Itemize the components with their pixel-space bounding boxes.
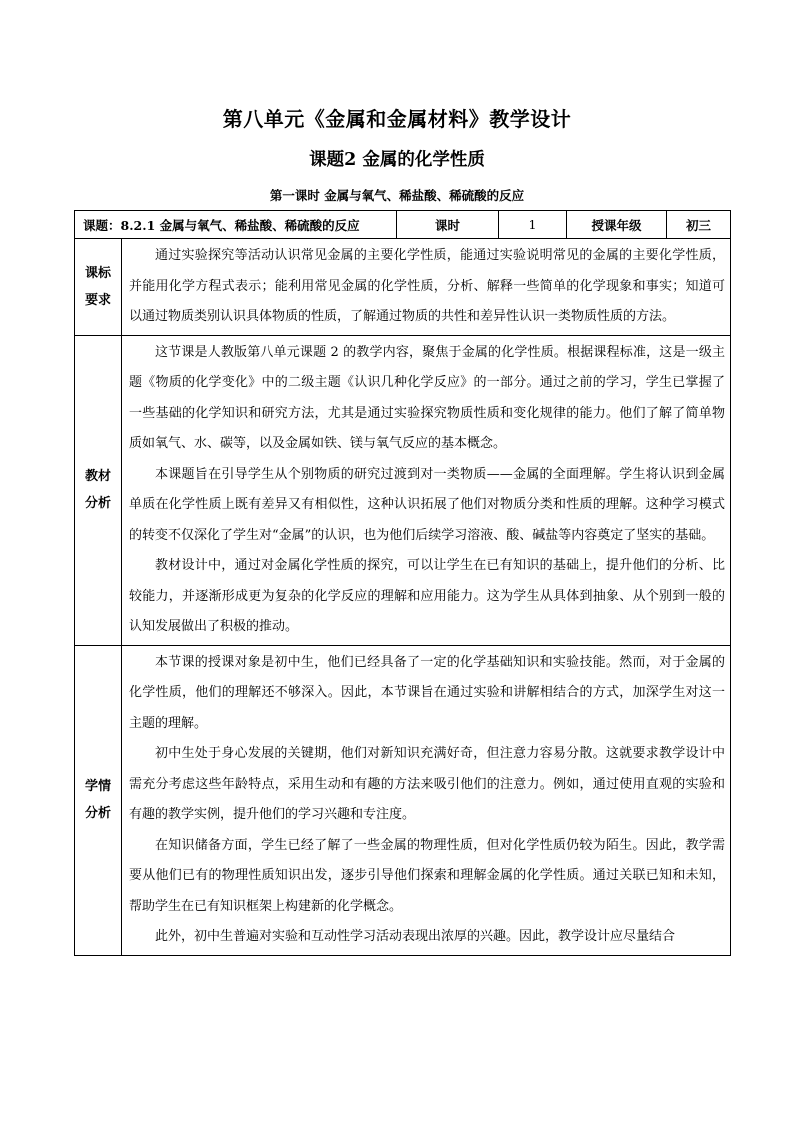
paragraph: 此外，初中生普遍对实验和互动性学习活动表现出浓厚的兴趣。因此，教学设计应尽量结合 [155,929,676,944]
hours-value-cell: 1 [499,211,567,239]
lesson-name-cell: 课题：8.2.1 金属与氧气、稀盐酸、稀硫酸的反应 [75,211,397,239]
paragraph: 在知识储备方面，学生已经了解了一些金属的物理性质，但对化学性质仍较为陌生。因此，教学需要从他们已有的物理性质知识出发，逐步引导他们探索和理解金属的化学性质。通过关联已知和未知，帮助学生在已有知识框架上构建新的化学概念。 [129,837,725,914]
section-label-line: 教材 [84,469,111,484]
section-content [122,335,731,645]
section-label-line: 要求 [84,292,111,308]
section-label-line: 课标 [84,265,111,281]
period-title: 第一课时 金属与氧气、稀盐酸、稀硫酸的反应 [269,188,525,203]
document-title: 第八单元《金属和金属材料》教学设计 [222,107,572,131]
lesson-title: 课题2 金属的化学性质 [309,150,485,170]
section-label-line: 分析 [84,496,111,511]
section-label [75,335,122,645]
paragraph: 初中生处于身心发展的关键期，他们对新知识充满好奇，但注意力容易分散。这就要求教学设计中需充分考虑这些年龄特点，采用生动和有趣的方法来吸引他们的注意力。例如，通过使用直观的实验和有趣的教学实例，提升他们的学习兴趣和专注度。 [129,746,725,822]
grade-label-cell: 授课年级 [567,211,667,239]
section-label-line: 分析 [84,806,111,821]
section-row-students [75,645,731,955]
section-row-curriculum [75,239,731,336]
section-content [122,645,731,955]
paragraph: 本节课的授课对象是初中生，他们已经具备了一定的化学基础知识和实验技能。然而，对于金属的化学性质，他们的理解还不够深入。因此，本节课旨在通过实验和讲解相结合的方式，加深学生对这一主题的理解。 [129,654,725,731]
section-label-line: 学情 [84,779,111,794]
grade-value-cell: 初三 [667,211,731,239]
paragraph: 这节课是人教版第八单元课题 2 的教学内容，聚焦于金属的化学性质。根据课程标准，这是一级主题《物质的化学变化》中的二级主题《认识几种化学反应》的一部分。通过之前的学习，学生已掌握了一些基础的化学知识和研究方法，尤其是通过实验探究物质性质和变化规律的能力。他们了解了简单物质如氧气、水、碳等，以及金属如铁、镁与氧气反应的基本概念。 [129,344,725,451]
header-row [75,211,731,239]
section-row-textbook [75,335,731,645]
hours-label-cell: 课时 [397,211,499,239]
lesson-plan-table [74,210,731,956]
section-label [75,645,122,955]
paragraph: 教材设计中，通过对金属化学性质的探究，可以让学生在已有知识的基础上，提升他们的分析、比较能力，并逐渐形成更为复杂的化学反应的理解和应用能力。这为学生从具体到抽象、从个别到一般的认知发展做出了积极的推动。 [129,558,725,634]
section-content [122,239,731,336]
paragraph: 通过实验探究等活动认识常见金属的主要化学性质，能通过实验说明常见的金属的主要化学性质，并能用化学方程式表示；能利用常见金属的化学性质，分析、解释一些简单的化学现象和事实；知道可以通过物质类别认识具体物质的性质，了解通过物质的共性和差异性认识一类物质性质的方法。 [129,248,725,324]
paragraph: 本课题旨在引导学生从个别物质的研究过渡到对一类物质——金属的全面理解。学生将认识到金属单质在化学性质上既有差异又有相似性，这种认识拓展了他们对物质分类和性质的理解。这种学习模式的转变不仅深化了学生对“金属”的认识，也为他们后续学习溶液、酸、碱盐等内容奠定了坚实的基础。 [129,466,725,543]
section-label [75,239,122,336]
